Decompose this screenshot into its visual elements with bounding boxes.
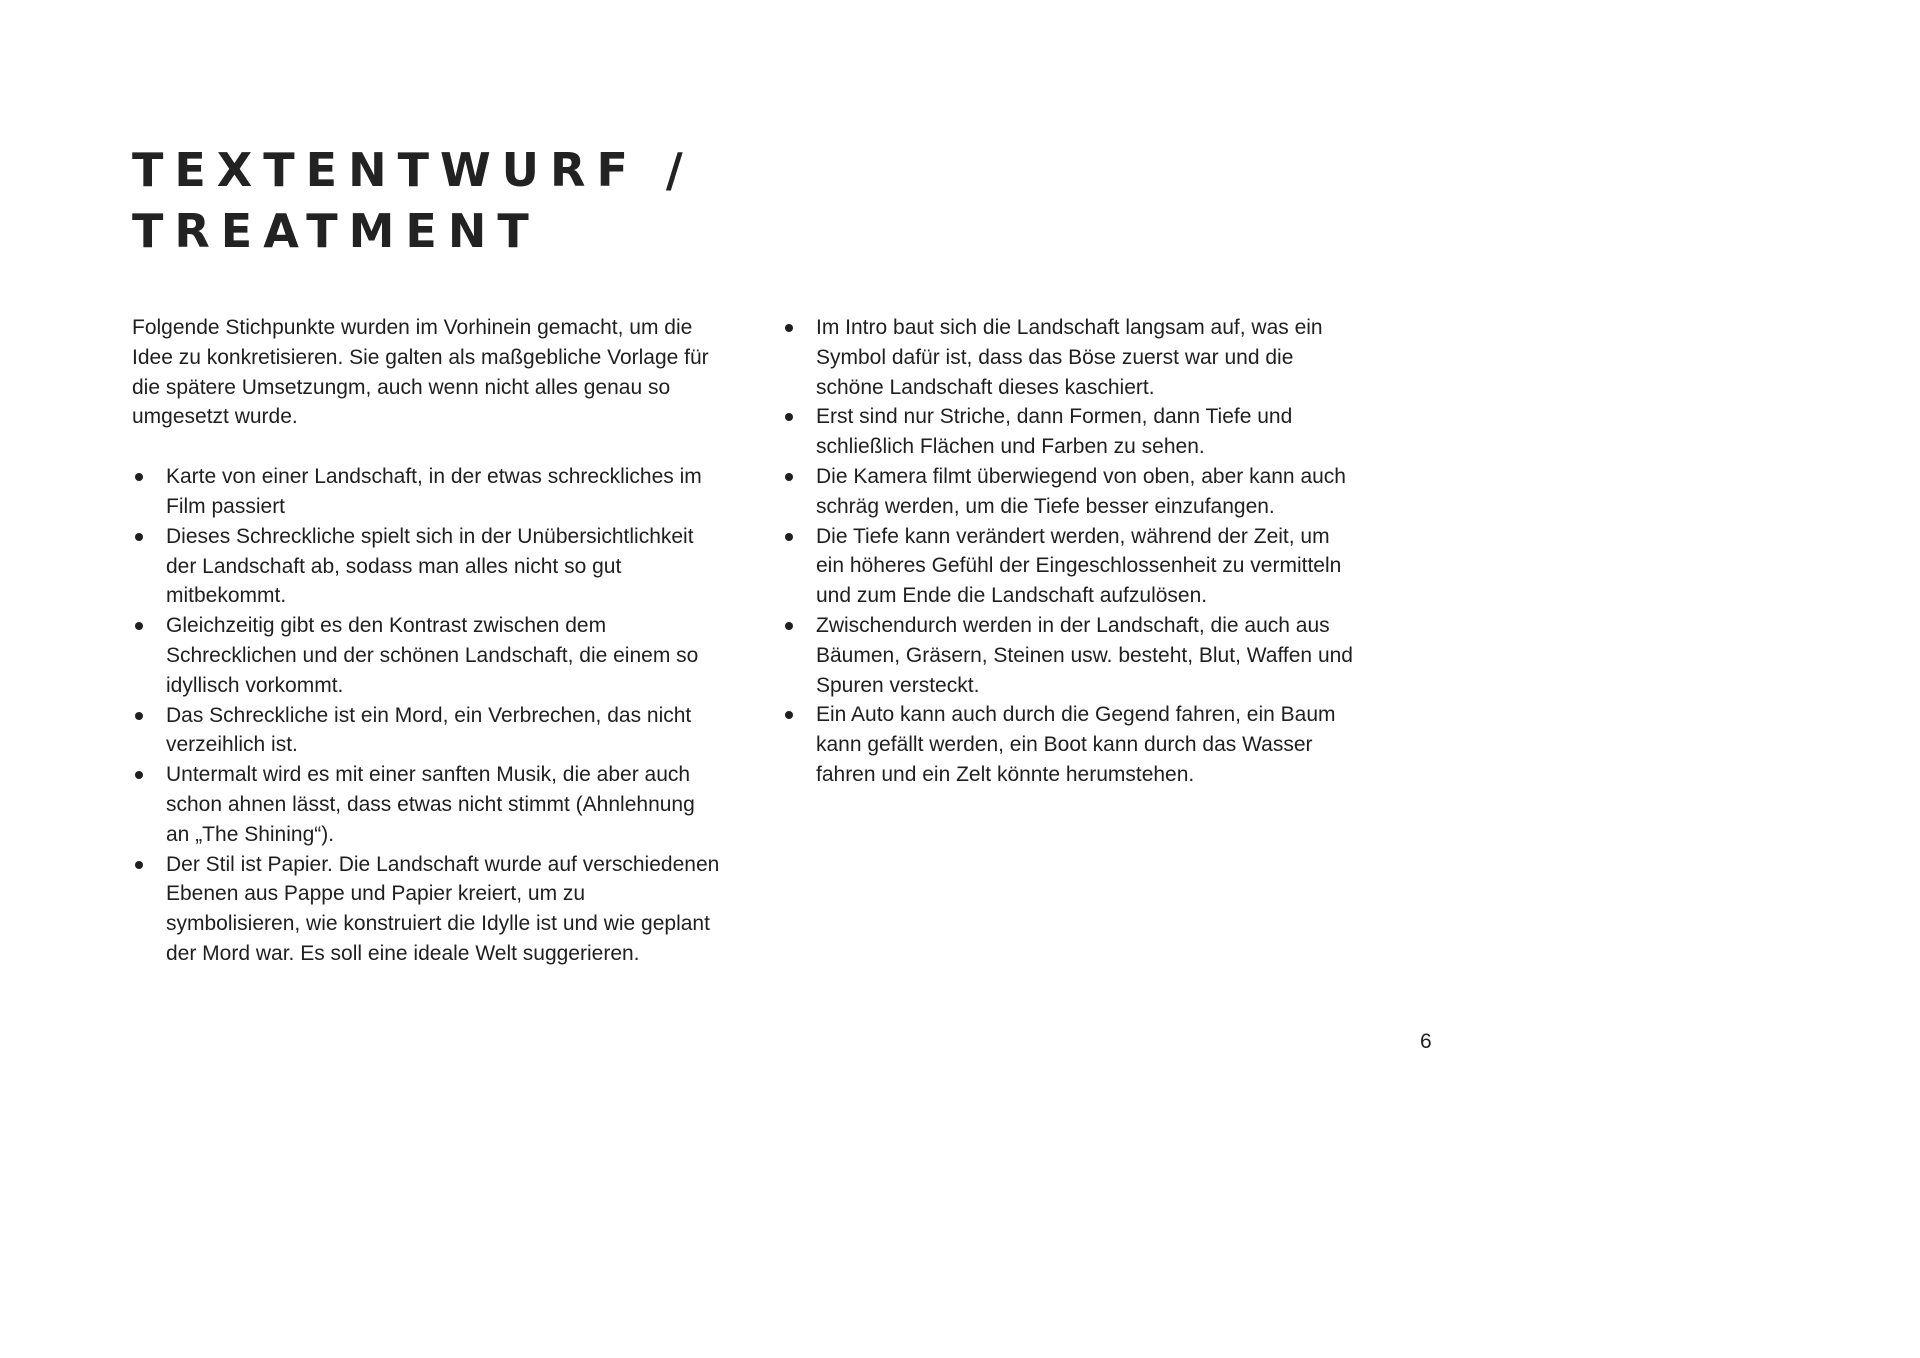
list-item [782,611,1362,700]
list-item-text: Erst sind nur Striche, dann Formen, dann Tiefe und schließlich Flächen und Farben zu sehen. [816,405,1293,459]
page-title-line-1: TEXTENTWURF / [132,143,694,197]
bullet-dot-icon [785,473,793,481]
list-item-text: Die Tiefe kann verändert werden, während der Zeit, um ein höheres Gefühl der Eingeschlossenheit zu vermitteln und zum Ende die Landschaft aufzulösen. [816,524,1342,608]
list-item-text: Die Kamera filmt überwiegend von oben, aber kann auch schräg werden, um die Tiefe besser einzufangen. [816,464,1346,518]
list-item [782,522,1362,611]
bullet-dot-icon [135,771,143,779]
list-item-text: Das Schreckliche ist ein Mord, ein Verbrechen, das nicht verzeihlich ist. [166,703,692,757]
bullet-dot-icon [135,622,143,630]
left-bullet-list [132,462,722,969]
bullet-dot-icon [785,711,793,719]
list-item [132,850,722,969]
page-title [132,140,694,262]
list-item [132,760,722,849]
bullet-dot-icon [785,533,793,541]
list-item [782,313,1362,402]
list-item-text: Gleichzeitig gibt es den Kontrast zwischen dem Schrecklichen und der schönen Landschaft, die einem so idyllisch vorkommt. [166,614,699,697]
bullet-dot-icon [135,861,143,869]
page-title-line-2: TREATMENT [132,204,540,258]
list-item [782,700,1362,789]
list-item-text: Der Stil ist Papier. Die Landschaft wurde auf verschiedenen Ebenen aus Pappe und Papier kreiert, um zu symbolisieren, wie konstruiert die Idylle ist und wie geplant der Mord war. Es soll eine ideale Welt suggerieren. [166,852,720,965]
bullet-dot-icon [785,324,793,332]
list-item [132,611,722,700]
list-item [782,402,1362,462]
list-item-text: Zwischendurch werden in der Landschaft, die auch aus Bäumen, Gräsern, Steinen usw. besteht, Blut, Waffen und Spuren versteckt. [816,613,1353,697]
right-column [782,313,1362,790]
bullet-dot-icon [135,473,143,481]
bullet-dot-icon [785,622,793,630]
list-item-text: Karte von einer Landschaft, in der etwas schreckliches im Film passiert [166,465,702,518]
left-column [132,313,722,969]
list-item [132,701,722,761]
intro-paragraph: Folgende Stichpunkte wurden im Vorhinein gemacht, um die Idee zu konkretisieren. Sie galten als maßgebliche Vorlage für die spätere Umsetzungm, auch wenn nicht alles genau so umgesetzt wurde. [132,316,709,429]
bullet-dot-icon [135,533,143,541]
list-item [132,462,722,522]
right-bullet-list [782,313,1362,790]
page-number: 6 [1420,1030,1432,1053]
list-item-text: Dieses Schreckliche spielt sich in der Unübersichtlichkeit der Landschaft ab, sodass man alles nicht so gut mitbekommt. [166,524,694,608]
list-item [132,522,722,611]
list-item-text: Untermalt wird es mit einer sanften Musik, die aber auch schon ahnen lässt, dass etwas nicht stimmt (Ahnlehnung an „The Shining“). [166,763,695,846]
bullet-dot-icon [785,413,793,421]
list-item-text: Im Intro baut sich die Landschaft langsam auf, was ein Symbol dafür ist, dass das Böse zuerst war und die schöne Landschaft dieses kaschiert. [816,316,1323,399]
list-item [782,462,1362,522]
list-item-text: Ein Auto kann auch durch die Gegend fahren, ein Baum kann gefällt werden, ein Boot kann durch das Wasser fahren und ein Zelt könnte herumstehen. [816,703,1336,786]
bullet-dot-icon [135,712,143,720]
